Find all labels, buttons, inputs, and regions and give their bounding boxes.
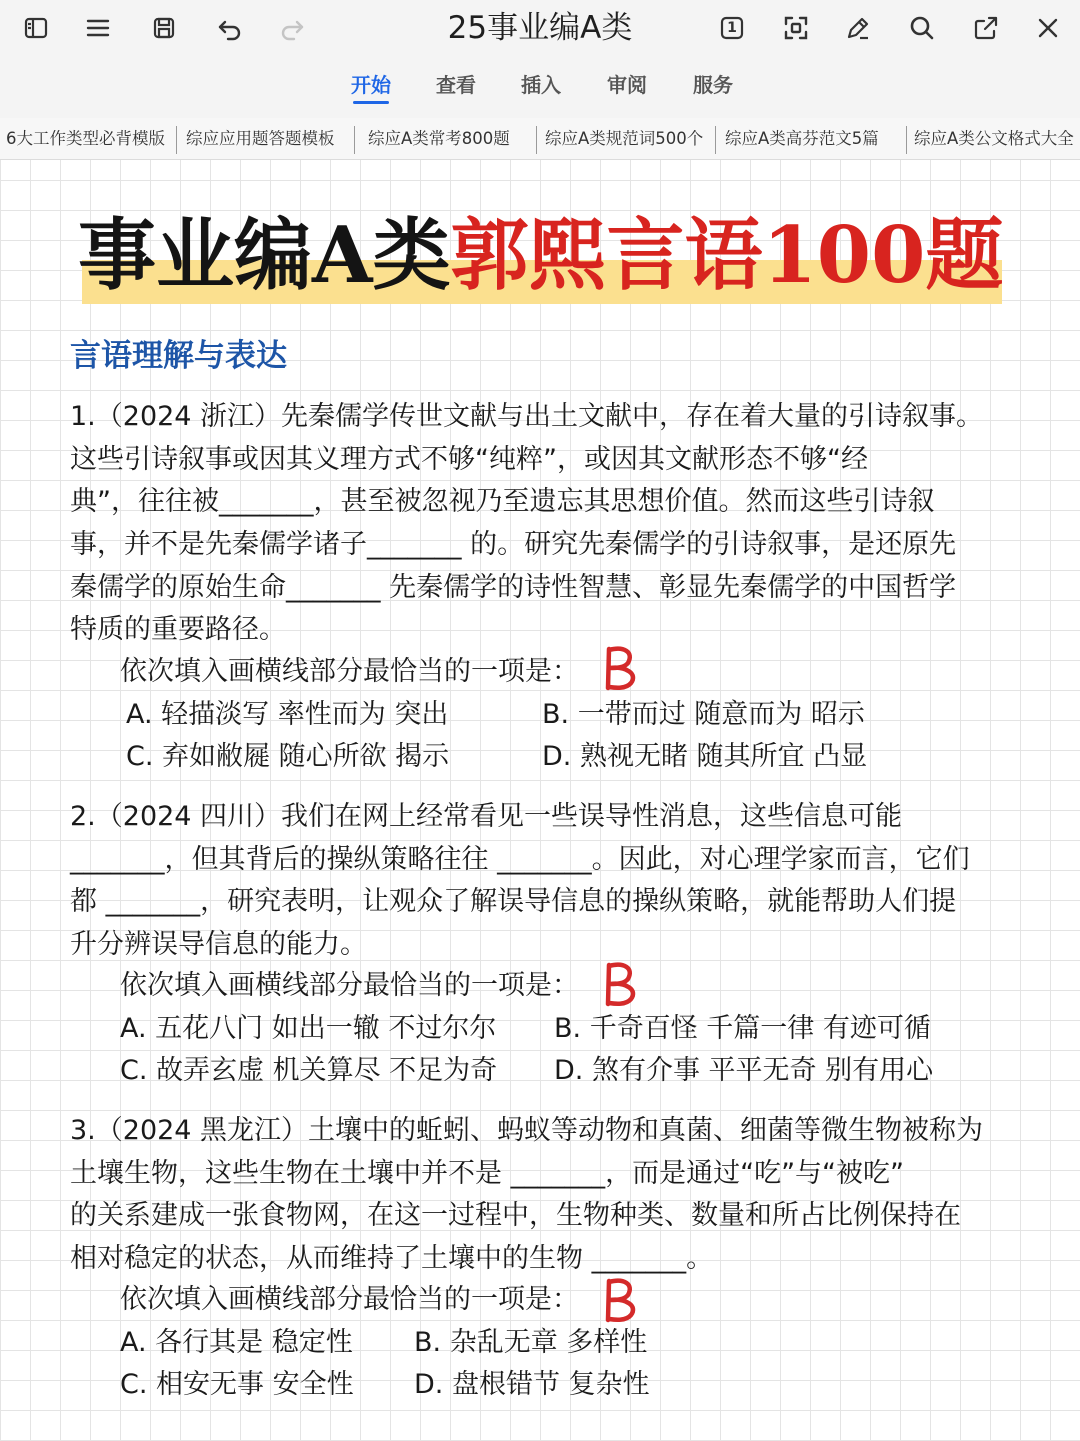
tab-review[interactable]: 审阅 <box>607 73 647 97</box>
bookmark-item[interactable]: 综应A类公文格式大全 <box>914 129 1074 148</box>
save-icon[interactable] <box>148 12 180 44</box>
tab-insert[interactable]: 插入 <box>521 73 561 97</box>
bookmark-item[interactable]: 综应A类高芬范文5篇 <box>725 129 879 148</box>
option-d[interactable]: D. 煞有介事 平平无奇 别有用心 <box>554 1055 934 1086</box>
headline <box>78 200 1008 312</box>
bookmark-item[interactable]: 综应A类常考800题 <box>368 129 510 148</box>
bookmark-divider <box>176 126 177 154</box>
stem-line: 都 _______，研究表明，让观众了解误导信息的操纵策略，就能帮助人们提 <box>70 886 957 918</box>
headline-text <box>78 200 1008 312</box>
option-c[interactable]: C. 相安无事 安全性 <box>120 1369 354 1400</box>
bookmark-divider <box>906 126 907 154</box>
question-1-stem <box>70 396 1018 652</box>
stem-line: 秦儒学的原始生命_______ 先秦儒学的诗性智慧、彰显先秦儒学的中国哲学 <box>70 571 957 603</box>
stem-line: 3.（2024 黑龙江）土壤中的蚯蚓、蚂蚁等动物和真菌、细菌等微生物被称为 <box>70 1115 984 1146</box>
bookmark-divider <box>536 126 537 154</box>
headline-black: 事业编A类 <box>78 210 451 301</box>
app-top-bar <box>0 0 1080 118</box>
option-d[interactable]: D. 熟视无睹 随其所宜 凸显 <box>542 741 868 772</box>
option-c[interactable]: C. 弃如敝屣 随心所欲 揭示 <box>126 741 450 772</box>
search-icon[interactable] <box>906 12 938 44</box>
answer-mark-b-3 <box>600 1276 640 1324</box>
stem-line: 1.（2024 浙江）先秦儒学传世文献与出土文献中，存在着大量的引诗叙事。 <box>70 401 984 432</box>
undo-icon[interactable] <box>214 12 246 44</box>
stem-line: 这些引诗叙事或因其义理方式不够“纯粹”，或因其文献形态不够“经 <box>70 443 868 475</box>
question-2-prompt: 依次填入画横线部分最恰当的一项是： <box>120 970 579 1001</box>
question-2-stem <box>70 796 1018 967</box>
option-a[interactable]: A. 各行其是 稳定性 <box>120 1327 353 1358</box>
answer-mark-b-2 <box>600 960 640 1008</box>
page-count-badge: 1 <box>727 20 737 36</box>
answer-mark-b-1 <box>600 644 640 692</box>
option-b[interactable]: B. 杂乱无章 多样性 <box>414 1327 648 1358</box>
document-title: 25事业编A类 <box>447 10 633 46</box>
fullscreen-icon[interactable] <box>780 12 812 44</box>
option-c[interactable]: C. 故弄玄虚 机关算尽 不足为奇 <box>120 1055 498 1086</box>
bookmark-item[interactable]: 综应A类规范词500个 <box>545 129 704 148</box>
edit-pen-icon[interactable] <box>842 12 874 44</box>
bookmark-divider <box>715 126 716 154</box>
tab-services[interactable]: 服务 <box>693 73 733 97</box>
stem-line: 典”，往往被_______，甚至被忽视乃至遗忘其思想价值。然而这些引诗叙 <box>70 486 935 518</box>
bookmark-divider <box>354 126 355 154</box>
tab-start[interactable]: 开始 <box>336 70 406 106</box>
share-icon[interactable] <box>970 12 1002 44</box>
question-1-prompt: 依次填入画横线部分最恰当的一项是： <box>120 656 579 687</box>
toolbar <box>0 0 1080 56</box>
option-a[interactable]: A. 轻描淡写 率性而为 突出 <box>126 699 449 730</box>
stem-line: 事，并不是先秦儒学诸子_______ 的。研究先秦儒学的引诗叙事，是还原先 <box>70 529 957 561</box>
section-title: 言语理解与表达 <box>70 338 287 374</box>
option-a[interactable]: A. 五花八门 如出一辙 不过尔尔 <box>120 1013 497 1044</box>
option-b[interactable]: B. 一带而过 随意而为 昭示 <box>542 699 865 730</box>
redo-icon[interactable] <box>276 12 308 44</box>
menu-icon[interactable] <box>82 12 114 44</box>
headline-red: 郭熙言语100题 <box>450 210 1004 301</box>
stem-line: 2.（2024 四川）我们在网上经常看见一些误导性消息，这些信息可能 <box>70 801 903 832</box>
close-icon[interactable] <box>1032 12 1064 44</box>
stem-line: 土壤生物，这些生物在土壤中并不是 _______，而是通过“吃”与“被吃” <box>70 1157 905 1189</box>
question-3-prompt: 依次填入画横线部分最恰当的一项是： <box>120 1284 579 1315</box>
stem-line: 特质的重要路径。 <box>70 614 286 646</box>
option-b[interactable]: B. 千奇百怪 千篇一律 有迹可循 <box>554 1013 931 1044</box>
bookmark-item[interactable]: 综应应用题答题模板 <box>186 129 335 148</box>
tab-view[interactable]: 查看 <box>436 73 476 97</box>
stem-line: 相对稳定的状态，从而维持了土壤中的生物 _______。 <box>70 1243 714 1275</box>
sidebar-icon[interactable] <box>20 12 52 44</box>
bookmark-bar <box>0 118 1080 160</box>
page-count-icon[interactable] <box>716 12 748 44</box>
ribbon-tabs <box>0 62 1080 110</box>
stem-line: 升分辨误导信息的能力。 <box>70 929 367 961</box>
stem-line: 的关系建成一张食物网，在这一过程中，生物种类、数量和所占比例保持在 <box>70 1200 961 1232</box>
question-3-stem <box>70 1110 1018 1281</box>
bookmark-item[interactable]: 6大工作类型必背模版 <box>6 129 165 148</box>
stem-line: _______，但其背后的操纵策略往往 _______。因此，对心理学家而言，它们 <box>70 843 970 875</box>
option-d[interactable]: D. 盘根错节 复杂性 <box>414 1369 650 1400</box>
